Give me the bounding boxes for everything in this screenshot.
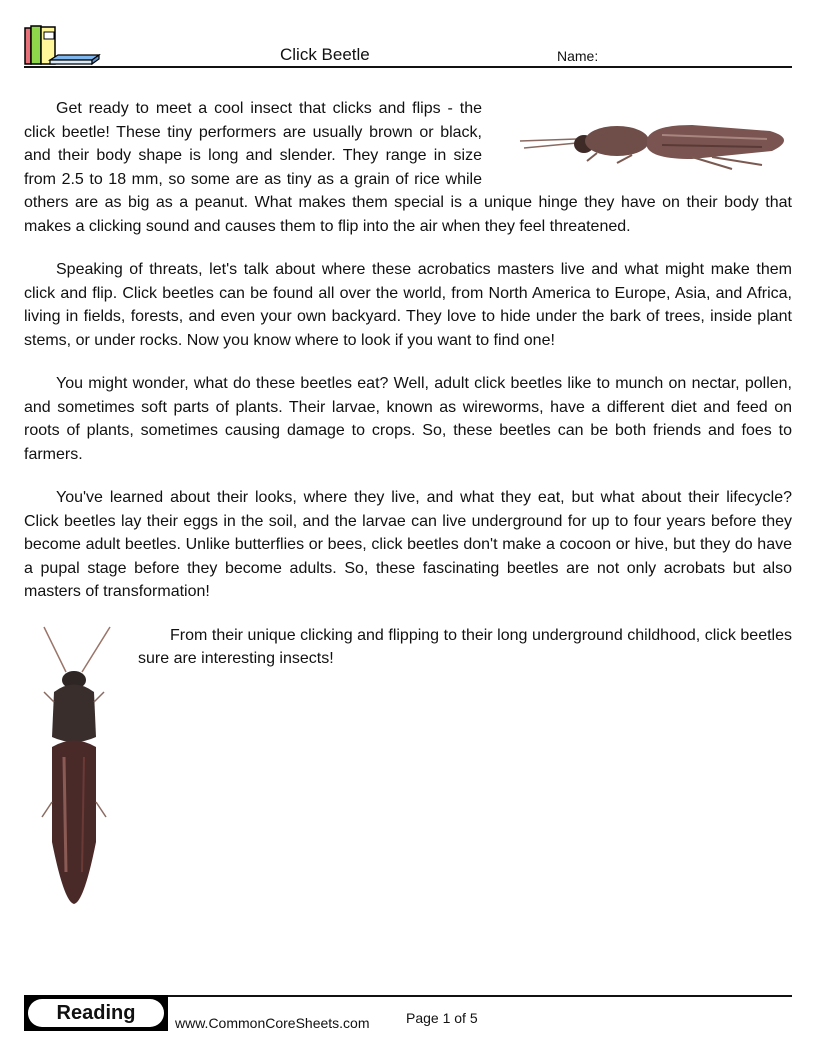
page-title: Click Beetle xyxy=(280,45,370,64)
header-divider xyxy=(24,66,792,68)
click-beetle-side-view-image xyxy=(502,101,802,181)
paragraph-1: Get ready to meet a cool insect that clicks and flips - the click beetle! These tiny performers are usually brown or black, and their body shape is long and slender. They range in size from 2.5 to 18 mm, so some are as tiny as a grain of rice while others are as big as a peanut. What makes them special is a unique hinge they have on their body that makes a clicking sound and causes them to flip into the air when they feel threatened. xyxy=(24,100,792,235)
paragraph-2: Speaking of threats, let's talk about where these acrobatics masters live and what might make them click and flip. Click beetles can be found all over the world, from North America to Europe, Asia, and Africa, living in fields, forests, and even your own backyard. They love to hide under the bark of trees, inside plant stems, or under rocks. Now you know where to look if you want to find one! xyxy=(24,261,792,349)
click-beetle-top-view-image xyxy=(24,622,124,912)
reading-badge-label: Reading xyxy=(28,999,164,1027)
paragraph-4: You've learned about their looks, where they live, and what they eat, but what about their lifecycle? Click beetles lay their eggs in the soil, and the larvae can live underground for up to four years before they become adult beetles. Unlike butterflies or bees, click beetles don't make a cocoon or hive, but they do have a pupal stage before they become adults. So, these fascinating beetles are not only acrobats but also masters of transformation! xyxy=(24,489,792,600)
name-field-label: Name: xyxy=(557,48,599,64)
worksheet-header xyxy=(24,24,792,68)
page-number: Page 1 of 5 xyxy=(406,1010,478,1026)
paragraph-5: From their unique clicking and flipping to their long underground childhood, click beetles sure are interesting insects! xyxy=(138,626,792,667)
website-link[interactable]: www.CommonCoreSheets.com xyxy=(175,1015,370,1031)
reading-passage xyxy=(24,97,792,912)
books-icon xyxy=(24,24,104,66)
paragraph-3: You might wonder, what do these beetles eat? Well, adult click beetles like to munch on nectar, pollen, and sometimes soft parts of plants. Their larvae, known as wireworms, have a different diet and feed on roots of plants, sometimes causing damage to crops. So, these beetles can be both friends and foes to farmers. xyxy=(24,375,792,463)
reading-badge xyxy=(24,995,168,1031)
worksheet-footer xyxy=(24,995,792,1031)
